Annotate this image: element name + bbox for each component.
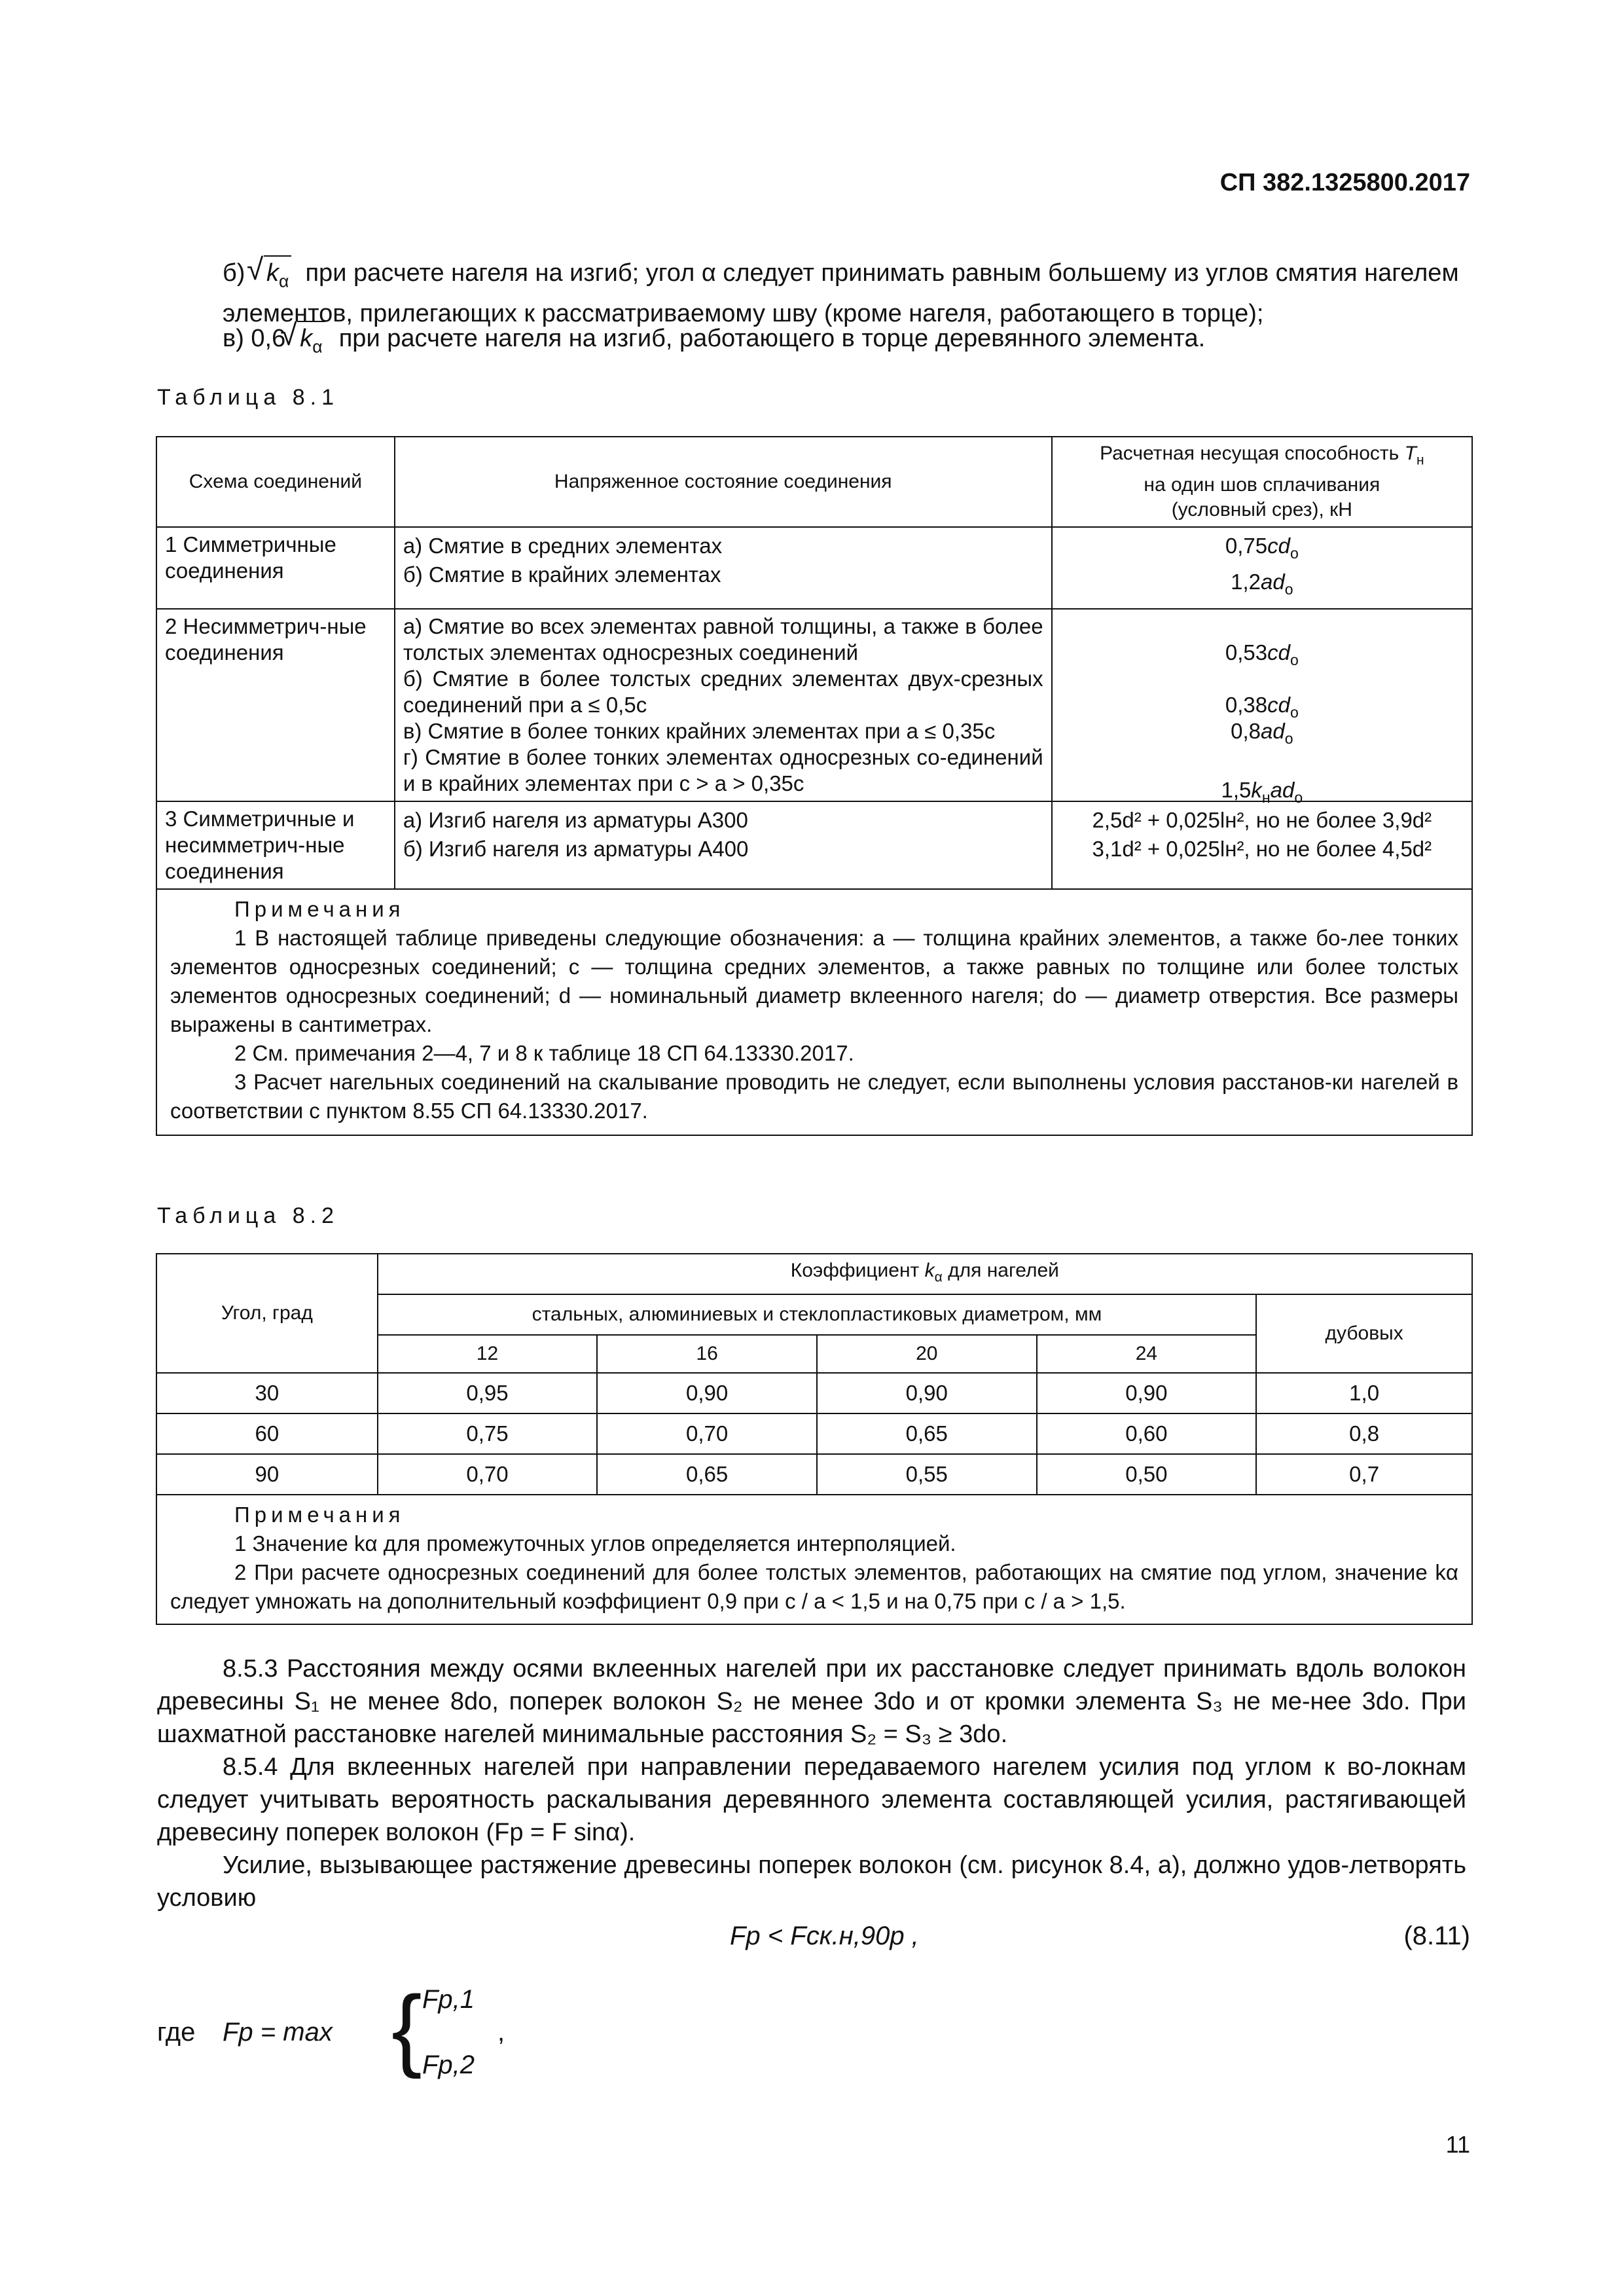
t2-cell: 0,55 xyxy=(817,1454,1037,1495)
brace-icon: { xyxy=(391,1977,422,2079)
t2-diam-20: 20 xyxy=(817,1335,1037,1373)
t2-notes-head: Примечания xyxy=(234,1503,405,1527)
t1-g2-d-val: $1,5k_нad_о$ xyxy=(1221,777,1303,806)
table-row xyxy=(156,1373,1472,1413)
page-number: 11 xyxy=(1445,2131,1470,2158)
t1-g2-c: в) Смятие в более тонких крайних элементах при a ≤ 0,35c xyxy=(403,718,996,743)
table-row xyxy=(156,1454,1472,1495)
sqrt-k-alpha: √ $k_\alpha$ xyxy=(264,255,291,297)
t1-g3-a: а) Изгиб нагеля из арматуры А300 xyxy=(403,807,748,832)
t2-cell: 30 xyxy=(156,1373,378,1413)
t1-note-3: 3 Расчет нагельных соединений на скалывание проводить не следует, если выполнены условия расстанов-ки нагелей в соответствии с пунктом 8.55 СП 64.13330.2017. xyxy=(170,1069,1458,1123)
t2-diam-12: 12 xyxy=(378,1335,598,1373)
fp-max-lhs: Fр = max xyxy=(223,2018,333,2047)
intro-b-text: при расчете нагеля на изгиб; угол α следует принимать равным большему из углов смятия нагелем элементов, прилегающих к рассматриваемому шву (кроме нагеля, работающего в торце); xyxy=(223,259,1459,328)
t1-notes-row xyxy=(156,889,1472,1135)
t2-note-1: 1 Значение kα для промежуточных углов определяется интерполяцией. xyxy=(234,1531,956,1556)
t1-notes-head: Примечания xyxy=(234,896,405,921)
t2-cell: 0,8 xyxy=(1256,1413,1472,1454)
t2-diam-16: 16 xyxy=(597,1335,817,1373)
t1-g1-b: б) Смятие в крайних элементах xyxy=(403,562,721,587)
t1-header-state: Напряженное состояние соединения xyxy=(395,437,1052,527)
t2-cell: 0,65 xyxy=(817,1413,1037,1454)
t2-cell: 0,90 xyxy=(1037,1373,1257,1413)
t1-g3-b: б) Изгиб нагеля из арматуры А400 xyxy=(403,836,749,861)
t2-cell: 1,0 xyxy=(1256,1373,1472,1413)
document-code: СП 382.1325800.2017 xyxy=(1219,169,1470,196)
para-8-5-3: 8.5.3 Расстояния между осями вклеенных нагелей при их расстановке следует принимать вдоль волокон древесины S₁ не менее 8dо, поперек волокон S₂ не менее 3dо и от кромки элемента S₃ не ме-нее 3dо. При шахматной расстановке нагелей минимальные расстояния S₂ = S₃ ≥ 3dо. xyxy=(157,1655,1466,1748)
t1-note-2: 2 См. примечания 2—4, 7 и 8 к таблице 18 СП 64.13330.2017. xyxy=(234,1040,854,1065)
t2-note-2: 2 При расчете односрезных соединений для более толстых элементов, работающих на смятие под углом, значение kα следует умножать на дополнительный коэффициент 0,9 при c / a < 1,5 и на 0,75 при c / a > 1,5. xyxy=(170,1560,1458,1614)
t1-header-capacity: Расчетная несущая способность $T_н$ на один шов сплачивания (условный срез), кН xyxy=(1052,437,1472,527)
t2-diam-24: 24 xyxy=(1037,1335,1257,1373)
t1-group-3 xyxy=(156,801,1472,889)
table-8-1 xyxy=(156,436,1473,1136)
t2-header-angle: Угол, град xyxy=(156,1254,378,1373)
t1-g1-a-val: $0,75cd_о$ xyxy=(1225,534,1299,562)
t2-cell: 0,70 xyxy=(378,1454,598,1495)
t1-g2-b: б) Смятие в более толстых средних элементах двух-срезных соединений при a ≤ 0,5c xyxy=(403,666,1043,717)
formula-fp-max xyxy=(157,1977,505,2095)
t2-header-steel: стальных, алюминиевых и стеклопластиковых диаметром, мм xyxy=(378,1294,1257,1335)
table1-title: Таблица 8.1 xyxy=(157,385,340,410)
t1-g2-a-val: $0,53cd_о$ xyxy=(1225,640,1299,668)
t2-cell: 0,90 xyxy=(597,1373,817,1413)
t2-cell: 0,75 xyxy=(378,1413,598,1454)
table2-title: Таблица 8.2 xyxy=(157,1203,340,1228)
section-8-5-3 xyxy=(157,1652,1466,1914)
t2-cell: 0,7 xyxy=(1256,1454,1472,1495)
intro-v-text: при расчете нагеля на изгиб, работающего в торце деревянного элемента. xyxy=(338,325,1206,352)
t2-cell: 0,65 xyxy=(597,1454,817,1495)
t1-g3-scheme: 3 Симметричные и несимметрич-ные соединения xyxy=(156,801,395,889)
fp2: Fр,2 xyxy=(422,2050,475,2079)
t2-header-coef: Коэффициент $k_\alpha$ для нагелей xyxy=(378,1254,1472,1294)
where-label: где xyxy=(157,2018,196,2047)
t1-note-1: 1 В настоящей таблице приведены следующие обозначения: a — толщина крайних элементов, а также бо-лее тонких элементов односрезных соединений; c — толщина средних элементов, а также равных по толщине или более толстых элементов односрезных соединений; d — номинальный диаметр вклеенного нагеля; dо — диаметр отверстия. Все размеры выражены в сантиметрах. xyxy=(170,925,1458,1036)
t1-g3-a-val: 2,5d² + 0,025lн², но не более 3,9d² xyxy=(1092,807,1432,832)
t2-cell: 0,90 xyxy=(817,1373,1037,1413)
sqrt-k-alpha-2: √ $k_\alpha$ xyxy=(297,321,325,363)
formula-8-11: Fр < Fск.н,90р , xyxy=(730,1922,919,1950)
t2-cell: 0,95 xyxy=(378,1373,598,1413)
intro-v-prefix: в) xyxy=(223,325,244,352)
table-8-2 xyxy=(156,1253,1473,1625)
t2-header-oak: дубовых xyxy=(1256,1294,1472,1373)
intro-b xyxy=(157,255,1466,330)
para-8-5-4: 8.5.4 Для вклеенных нагелей при направлении передаваемого нагелем усилия под углом к во-локнам следует учитывать вероятность раскалывания деревянного элемента составляющей усилия, растягивающей древесину поперек волокон (Fр = F sinα). xyxy=(157,1753,1466,1846)
t2-notes-row xyxy=(156,1495,1472,1624)
intro-v xyxy=(157,321,1466,363)
t1-g1-a: а) Смятие в средних элементах xyxy=(403,534,723,558)
t1-g2-d: г) Смятие в более тонких элементах односрезных со-единений и в крайних элементах при c > a > 0,35c xyxy=(403,744,1043,795)
para-force-condition: Усилие, вызывающее растяжение древесины поперек волокон (см. рисунок 8.4, а), должно удов-летворять условию xyxy=(157,1851,1466,1912)
t2-cell: 0,60 xyxy=(1037,1413,1257,1454)
t1-group-1 xyxy=(156,527,1472,608)
t1-g2-b-val: $0,38cd_о$ xyxy=(1225,692,1299,721)
intro-v-coef: 0,6 xyxy=(251,325,286,352)
t1-g2-c-val: $0,8ad_о$ xyxy=(1231,718,1293,747)
t1-g2-a: а) Смятие во всех элементах равной толщины, а также в более толстых элементах односрезных соединений xyxy=(403,613,1043,665)
t2-cell: 0,50 xyxy=(1037,1454,1257,1495)
table-row xyxy=(156,1413,1472,1454)
t2-cell: 0,70 xyxy=(597,1413,817,1454)
t1-g2-scheme: 2 Несимметрич-ные соединения xyxy=(156,609,395,801)
t1-g3-b-val: 3,1d² + 0,025lн², но не более 4,5d² xyxy=(1092,836,1432,861)
intro-b-prefix: б) xyxy=(223,259,245,287)
t2-cell: 60 xyxy=(156,1413,378,1454)
t2-cell: 90 xyxy=(156,1454,378,1495)
t1-group-2 xyxy=(156,609,1472,801)
t1-g1-b-val: $1,2ad_о$ xyxy=(1231,570,1293,598)
formula-number: (8.11) xyxy=(1403,1922,1470,1950)
t1-g1-scheme: 1 Симметричные соединения xyxy=(156,527,395,608)
formula-comma: , xyxy=(497,2018,505,2047)
t1-header-scheme: Схема соединений xyxy=(156,437,395,527)
fp1: Fр,1 xyxy=(422,1985,475,2014)
